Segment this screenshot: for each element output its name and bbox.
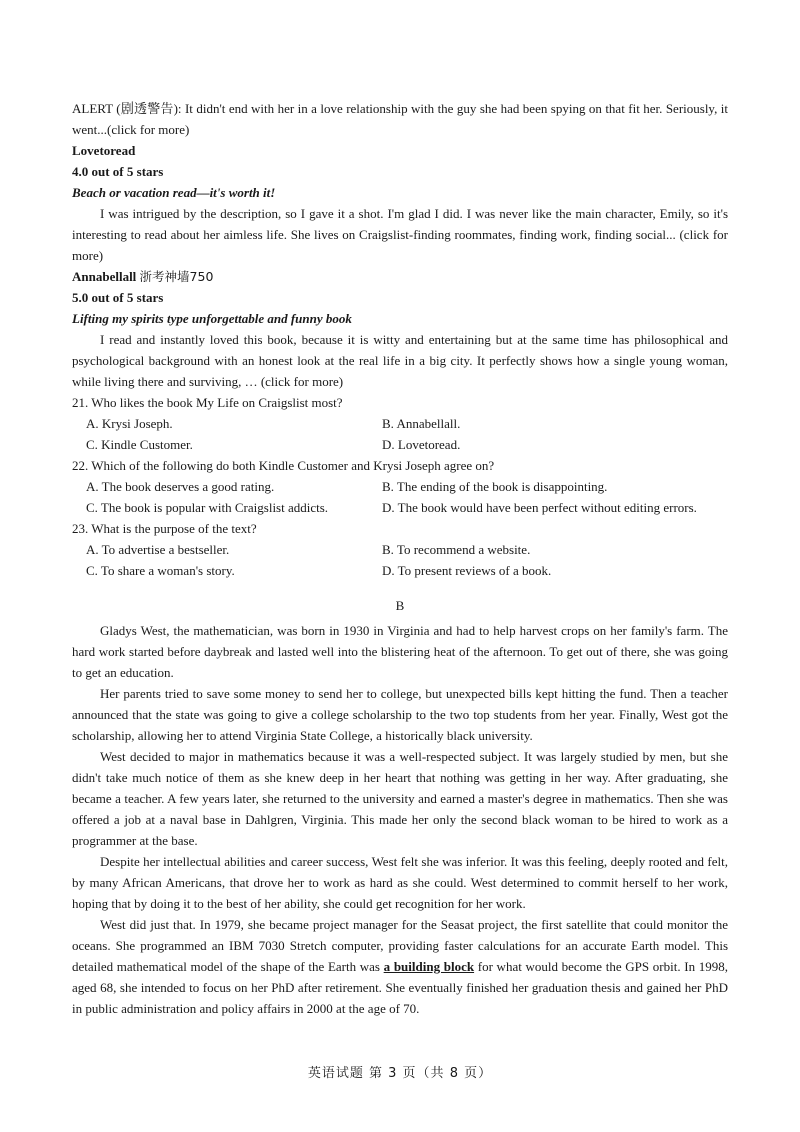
review-headline: Lifting my spirits type unforgettable and funny book	[72, 311, 352, 326]
option-a: A. Krysi Joseph.	[86, 416, 173, 431]
reviewer-name: Annabellall	[72, 269, 137, 284]
question-23	[72, 518, 728, 581]
review-rating: 4.0 out of 5 stars	[72, 164, 164, 179]
question-stem: 23. What is the purpose of the text?	[72, 521, 257, 536]
option-c: C. Kindle Customer.	[86, 437, 193, 452]
alert-prefix: ALERT (剧透警告)	[72, 101, 178, 116]
passage-paragraph: Gladys West, the mathematician, was born in 1930 in Virginia and had to help harvest crops on her family's farm. The hard work started before daybreak and lasted well into the blistering heat of the afternoon. To get out of there, she was going to get an education.	[72, 623, 728, 680]
alert-text: : It didn't end with her in a love relationship with the guy she had been spying on that fit her. Seriously, it went...(click for more)	[72, 101, 728, 137]
option-c: C. To share a woman's story.	[86, 563, 235, 578]
passage-paragraph: West decided to major in mathematics because it was a well-respected subject. It was largely studied by men, but she didn't take much notice of them as she knew deep in her heart that nothing was getting in her way. After graduating, she became a teacher. A few years later, she returned to the university and earned a master's degree in mathematics. Then she was offered a job at a naval base in Dahlgren, Virginia. This made her only the second black woman to be hired to work as a programmer at the base.	[72, 749, 728, 848]
paragraph-text: for what would become the GPS orbit. In 1998, aged 68, she intended to focus on her PhD after retirement. She eventually finished her graduation thesis and gained her PhD in public administration and policy affairs in 2000 at the age of 70.	[72, 959, 728, 1016]
review-headline: Beach or vacation read—it's worth it!	[72, 185, 276, 200]
section-label: B	[395, 598, 405, 613]
passage-paragraph: Despite her intellectual abilities and career success, West felt she was inferior. It was this feeling, deeply rooted and felt, by many African Americans, that drove her to work as hard as she could. West determined to commit herself to her work, hoping that by doing it to the best of her ability, she could get recognition for her work.	[72, 854, 728, 911]
paragraph-text: West did just that. In 1979, she became project manager for the Seasat project, the first satellite that could monitor the oceans. She programmed an IBM 7030 Stretch computer, providing faster calculations for an accurate Earth model. This detailed mathematical model of the shape of the Earth was	[72, 917, 728, 974]
option-a: A. To advertise a bestseller.	[86, 542, 230, 557]
review-rating: 5.0 out of 5 stars	[72, 290, 164, 305]
review-body: I was intrigued by the description, so I gave it a shot. I'm glad I did. I was never like the main character, Emily, so it's interesting to read about her aimless life. She lives on Craigslist-finding roommates, finding work, finding social... (click for more)	[72, 206, 728, 263]
reviewer-name: Lovetoread	[72, 143, 136, 158]
option-c: C. The book is popular with Craigslist addicts.	[86, 500, 329, 515]
option-d: D. To present reviews of a book.	[382, 563, 552, 578]
review-body: I read and instantly loved this book, because it is witty and entertaining but at the same time has philosophical and psychological background with an honest look at the real life in a big city. It perfectly shows how a single young woman, while living there and surviving, … (click for more)	[72, 332, 728, 389]
question-stem: 21. Who likes the book My Life on Craigslist most?	[72, 395, 343, 410]
option-d: D. Lovetoread.	[382, 437, 461, 452]
question-stem: 22. Which of the following do both Kindle Customer and Krysi Joseph agree on?	[72, 458, 495, 473]
question-22	[72, 455, 728, 518]
underlined-phrase: a building block	[383, 959, 475, 974]
option-d: D. The book would have been perfect without editing errors.	[382, 500, 697, 515]
alert-review	[72, 98, 728, 140]
option-b: B. The ending of the book is disappointing.	[382, 479, 608, 494]
option-b: B. Annabellall.	[382, 416, 461, 431]
document-page	[72, 98, 728, 1019]
reviewer-line	[72, 266, 728, 287]
watermark-text: 浙考神墙750	[139, 269, 214, 284]
option-a: A. The book deserves a good rating.	[86, 479, 275, 494]
question-21	[72, 392, 728, 455]
page-footer: 英语试题 第 3 页（共 8 页）	[307, 1066, 493, 1081]
passage-paragraph: Her parents tried to save some money to send her to college, but unexpected bills kept hitting the fund. Then a teacher announced that the state was going to give a college scholarship to the two top students from her year. Finally, West got the scholarship, allowing her to attend Virginia State College, a historically black university.	[72, 686, 728, 743]
option-b: B. To recommend a website.	[382, 542, 531, 557]
passage-paragraph	[72, 914, 728, 1019]
